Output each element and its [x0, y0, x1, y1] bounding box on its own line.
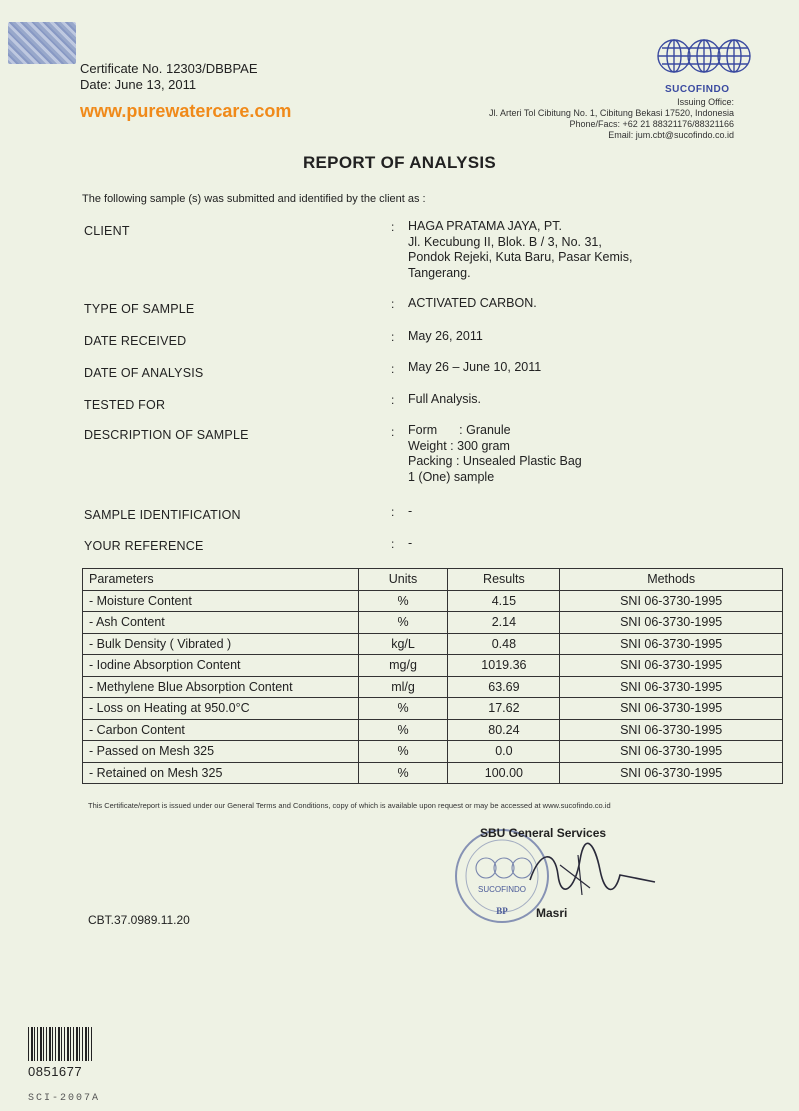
description-label: DESCRIPTION OF SAMPLE: [84, 428, 249, 442]
sucofindo-logo-icon: [656, 32, 752, 84]
your-reference-colon: :: [391, 537, 395, 551]
description-value: [408, 423, 582, 485]
packing-value: : Unsealed Plastic Bag: [455, 454, 582, 468]
type-of-sample-colon: :: [391, 297, 395, 311]
brand-name: SUCOFINDO: [665, 84, 730, 95]
client-address-3: Tangerang.: [408, 265, 471, 280]
unit-cell: %: [358, 762, 448, 784]
description-count: 1 (One) sample: [408, 469, 495, 484]
table-header-row: [83, 569, 783, 591]
certificate-info: [80, 61, 258, 93]
result-cell: 80.24: [448, 719, 560, 741]
result-cell: 0.48: [448, 633, 560, 655]
packing-key: Packing: [408, 454, 453, 468]
method-cell: SNI 06-3730-1995: [560, 741, 783, 763]
tested-for-label: TESTED FOR: [84, 398, 166, 412]
date-received-label: DATE RECEIVED: [84, 334, 187, 348]
stamp-code-text: BP: [496, 906, 508, 916]
date-received-value: May 26, 2011: [408, 329, 483, 343]
result-cell: 4.15: [448, 590, 560, 612]
intro-text: The following sample (s) was submitted and identified by the client as :: [82, 193, 426, 205]
page-title: REPORT OF ANALYSIS: [302, 153, 497, 172]
client-value: [408, 219, 632, 281]
method-cell: SNI 06-3730-1995: [560, 698, 783, 720]
certificate-date: Date: June 13, 2011: [80, 77, 197, 92]
header-units: Units: [358, 569, 448, 591]
method-cell: SNI 06-3730-1995: [560, 719, 783, 741]
result-cell: 63.69: [448, 676, 560, 698]
table-row: [83, 612, 783, 634]
issuing-office-address: Jl. Arteri Tol Cibitung No. 1, Cibitung Bekasi 17520, Indonesia: [489, 108, 734, 118]
barcode-icon: [28, 1027, 92, 1061]
table-row: [83, 676, 783, 698]
certificate-number: Certificate No. 12303/DBBPAE: [80, 61, 258, 76]
type-of-sample-value: ACTIVATED CARBON.: [408, 296, 537, 310]
stamp-brand-text: SUCOFINDO: [478, 885, 526, 894]
tested-for-colon: :: [391, 393, 395, 407]
client-colon: :: [391, 220, 395, 234]
parameter-cell: - Ash Content: [83, 612, 359, 634]
method-cell: SNI 06-3730-1995: [560, 676, 783, 698]
issuing-office-phone: Phone/Facs: +62 21 88321176/88321166: [569, 119, 734, 129]
document-code: CBT.37.0989.11.20: [88, 913, 190, 927]
parameter-cell: - Loss on Heating at 950.0°C: [83, 698, 359, 720]
unit-cell: ml/g: [358, 676, 448, 698]
table-row: [83, 762, 783, 784]
hologram-sticker: [8, 22, 76, 64]
description-form: [408, 423, 582, 439]
table-row: [83, 698, 783, 720]
table-row: [83, 719, 783, 741]
terms-note: This Certificate/report is issued under our General Terms and Conditions, copy of which is available upon request or may be accessed at www.sucofindo.co.id: [88, 801, 611, 810]
form-code: SCI-2007A: [28, 1093, 101, 1104]
result-cell: 1019.36: [448, 655, 560, 677]
parameter-cell: - Passed on Mesh 325: [83, 741, 359, 763]
unit-cell: %: [358, 590, 448, 612]
signature-icon: [520, 840, 660, 900]
weight-key: Weight: [408, 438, 447, 453]
issuing-office-email: Email: jum.cbt@sucofindo.co.id: [608, 130, 734, 140]
your-reference-value: -: [408, 536, 413, 550]
table-row: [83, 590, 783, 612]
date-received-colon: :: [391, 330, 395, 344]
sample-identification-value: -: [408, 504, 413, 518]
date-of-analysis-value: May 26 – June 10, 2011: [408, 360, 542, 374]
header-parameters: Parameters: [83, 569, 359, 591]
unit-cell: kg/L: [358, 633, 448, 655]
issuing-office: [440, 97, 734, 141]
form-key: Form: [408, 423, 438, 437]
form-value: : Granule: [459, 423, 511, 437]
unit-cell: %: [358, 741, 448, 763]
method-cell: SNI 06-3730-1995: [560, 590, 783, 612]
result-cell: 100.00: [448, 762, 560, 784]
table-row: [83, 741, 783, 763]
barcode-number: 0851677: [28, 1064, 83, 1079]
header-methods: Methods: [560, 569, 783, 591]
description-weight: [408, 439, 582, 455]
sample-identification-colon: :: [391, 505, 395, 519]
unit-cell: mg/g: [358, 655, 448, 677]
client-label: CLIENT: [84, 224, 130, 238]
description-colon: :: [391, 425, 395, 439]
sample-identification-label: SAMPLE IDENTIFICATION: [84, 508, 241, 522]
method-cell: SNI 06-3730-1995: [560, 655, 783, 677]
tested-for-value: Full Analysis.: [408, 392, 481, 406]
results-table: [82, 568, 783, 784]
date-of-analysis-label: DATE OF ANALYSIS: [84, 366, 204, 380]
weight-value: : 300 gram: [450, 438, 510, 453]
parameter-cell: - Bulk Density ( Vibrated ): [83, 633, 359, 655]
method-cell: SNI 06-3730-1995: [560, 633, 783, 655]
table-row: [83, 633, 783, 655]
your-reference-label: YOUR REFERENCE: [84, 539, 204, 553]
unit-cell: %: [358, 698, 448, 720]
signer-name: Masri: [536, 906, 568, 920]
method-cell: SNI 06-3730-1995: [560, 612, 783, 634]
department-name: SBU General Services: [480, 826, 607, 840]
description-packing: [408, 454, 582, 470]
client-address-2: Pondok Rejeki, Kuta Baru, Pasar Kemis,: [408, 250, 633, 264]
parameter-cell: - Carbon Content: [83, 719, 359, 741]
result-cell: 17.62: [448, 698, 560, 720]
parameter-cell: - Iodine Absorption Content: [83, 655, 359, 677]
date-of-analysis-colon: :: [391, 362, 395, 376]
parameter-cell: - Moisture Content: [83, 590, 359, 612]
parameter-cell: - Methylene Blue Absorption Content: [83, 676, 359, 698]
client-name: HAGA PRATAMA JAYA, PT.: [408, 219, 562, 233]
result-cell: 0.0: [448, 741, 560, 763]
method-cell: SNI 06-3730-1995: [560, 762, 783, 784]
client-address-1: Jl. Kecubung II, Blok. B / 3, No. 31,: [408, 234, 602, 249]
issuing-office-label: Issuing Office:: [677, 97, 734, 107]
table-row: [83, 655, 783, 677]
unit-cell: %: [358, 719, 448, 741]
unit-cell: %: [358, 612, 448, 634]
header-results: Results: [448, 569, 560, 591]
parameter-cell: - Retained on Mesh 325: [83, 762, 359, 784]
website-link[interactable]: www.purewatercare.com: [80, 101, 292, 121]
type-of-sample-label: TYPE OF SAMPLE: [84, 302, 195, 316]
result-cell: 2.14: [448, 612, 560, 634]
